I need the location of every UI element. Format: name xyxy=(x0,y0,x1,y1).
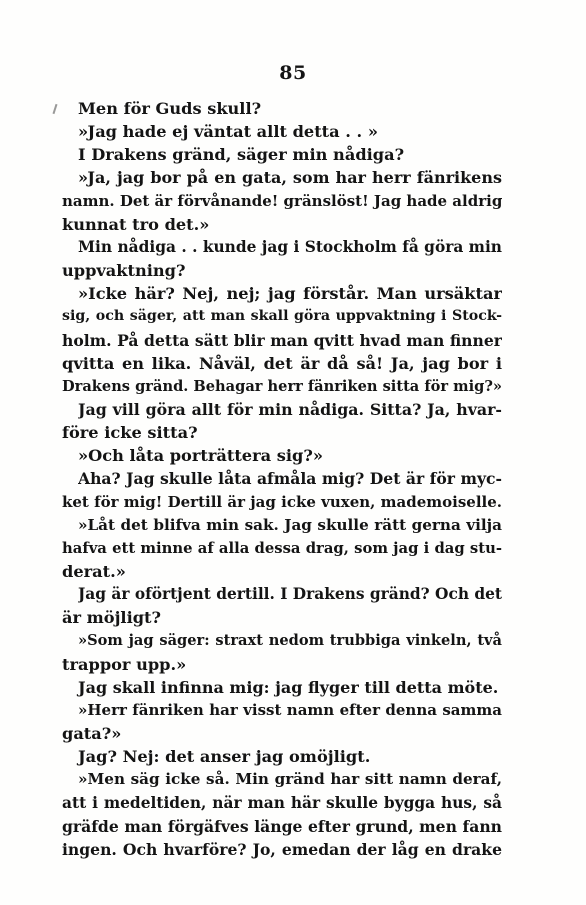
text-line: att i medeltiden, när man här skulle bygga hus, så xyxy=(62,794,502,812)
text-line: Jag skall infinna mig: jag flyger till detta möte. xyxy=(78,678,499,697)
text-line: ket för mig! Dertill är jag icke vuxen, mademoiselle. xyxy=(62,493,502,511)
text-line: Jag vill göra allt för min nådiga. Sitta? Ja, hvar- xyxy=(78,400,502,419)
text-line: gräfde man förgäfves länge efter grund, men fann xyxy=(62,817,502,836)
text-line: gata?» xyxy=(62,724,122,743)
text-line: kunnat tro det.» xyxy=(62,215,210,234)
text-line: »Ja, jag bor på en gata, som har herr fänrikens xyxy=(78,168,502,187)
text-line: »Och låta porträttera sig?» xyxy=(78,446,323,465)
text-line: »Icke här? Nej, nej; jag förstår. Man ursäktar xyxy=(78,284,502,303)
stray-ink-mark xyxy=(53,104,58,114)
text-line: Men för Guds skull? xyxy=(78,99,262,118)
text-line: I Drakens gränd, säger min nådiga? xyxy=(78,145,405,164)
text-line: »Låt det blifva min sak. Jag skulle rätt gerna vilja xyxy=(78,516,502,534)
text-line: holm. På detta sätt blir man qvitt hvad man finner xyxy=(62,331,502,350)
text-line: Drakens gränd. Behagar herr fänriken sitta för mig?» xyxy=(62,378,502,395)
text-line: »Jag hade ej väntat allt detta . . » xyxy=(78,122,378,141)
text-line: trappor upp.» xyxy=(62,655,187,674)
text-line: Jag? Nej: det anser jag omöjligt. xyxy=(78,747,371,766)
text-line: sig, och säger, att man skall göra uppvaktning i Stock- xyxy=(62,308,502,324)
page-number: 85 xyxy=(279,62,307,84)
text-line: hafva ett minne af alla dessa drag, som jag i dag stu- xyxy=(62,540,502,557)
text-line: Min nådiga . . kunde jag i Stockholm få göra min xyxy=(78,238,502,256)
text-line: derat.» xyxy=(62,562,126,581)
text-line: före icke sitta? xyxy=(62,423,198,442)
text-line: ingen. Och hvarföre? Jo, emedan der låg en drake xyxy=(62,840,502,859)
text-line: uppvaktning? xyxy=(62,261,186,280)
text-line: Aha? Jag skulle låta afmåla mig? Det är för myc- xyxy=(78,469,502,488)
text-line: är möjligt? xyxy=(62,608,162,627)
text-line: qvitta en lika. Nåväl, det är då så! Ja, jag bor i xyxy=(62,354,502,373)
text-line: »Men säg icke så. Min gränd har sitt namn deraf, xyxy=(78,770,502,788)
text-line: »Som jag säger: straxt nedom trubbiga vinkeln, två xyxy=(78,632,502,649)
text-line: »Herr fänriken har visst namn efter denna samma xyxy=(78,701,502,719)
text-line: Jag är oförtjent dertill. I Drakens gränd? Och det xyxy=(78,585,502,603)
text-line: namn. Det är förvånande! gränslöst! Jag hade aldrig xyxy=(62,192,502,210)
